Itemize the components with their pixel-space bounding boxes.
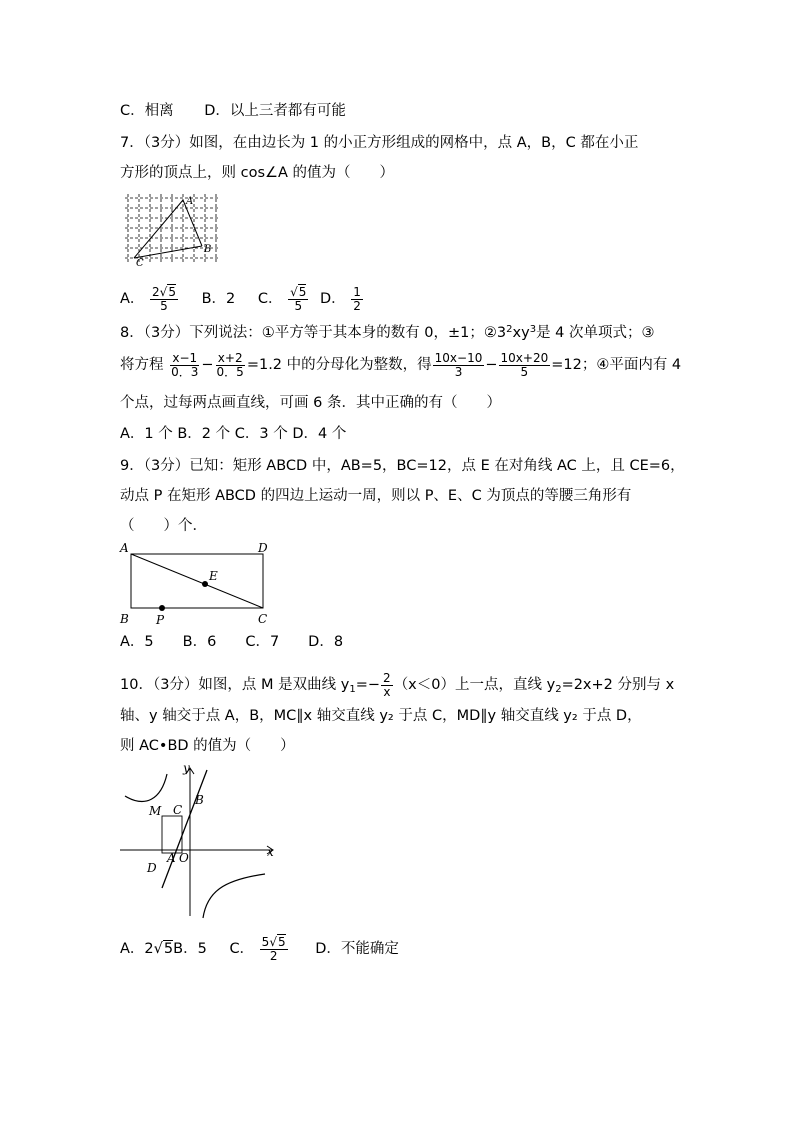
q8-fraction-2: $\frac{x+2}{0.5}$ (216, 350, 244, 379)
q7-option-d-fraction: $\frac{1}{2}$ (353, 284, 361, 313)
q10-label-m: M (149, 804, 162, 818)
q10-label-y: y (183, 761, 190, 775)
q6-option-d: D．以上三者都有可能 (204, 103, 346, 119)
q9-stem-line2: 动点 P 在矩形 ABCD 的四边上运动一周，则以 P、E、C 为顶点的等腰三角形有 (120, 488, 632, 504)
q9-label-e: E (209, 569, 218, 583)
q9-point-e (202, 581, 208, 587)
q7-option-c-fraction: $\frac{√5}{5}$ (290, 284, 307, 313)
q9-label-b: B (120, 612, 129, 626)
q8-stem-line2: 将方程 $\frac{x-1}{0.3}$ − $\frac{x+2}{0.5}$ =1.2 中的分母化为整数，得 $\frac{10x-10}{3}$ − $\frac{10x+20}{5}$ =12；④平面内有 4 (120, 350, 682, 379)
q10-option-b: B．5 (173, 941, 207, 957)
q10-hyperbola-right (203, 874, 265, 918)
q10-option-c-fraction: $\frac{5√5}{2}$ (261, 934, 286, 963)
q6-option-c: C．相离 (120, 103, 174, 119)
q10-line-y2 (162, 770, 207, 888)
q7-option-b: B．2 (201, 291, 236, 307)
q8-stem-line3: 个点，过每两点画直线，可画 6 条．其中正确的有（ ） (120, 395, 501, 411)
q9-label-p: P (156, 613, 165, 627)
q8-fraction-3: $\frac{10x-10}{3}$ (434, 350, 483, 379)
q10-stem-line2: 轴、y 轴交于点 A，B，MC∥x 轴交直线 y₂ 于点 C，MD∥y 轴交直线 y₂ 于点 D， (120, 708, 642, 724)
q8-stem-line1: 8．（3分）下列说法：①平方等于其本身的数有 0，±1；$②3^2xy^3$是 4 次单项式；③ (120, 324, 655, 341)
q7-option-a-fraction: $\frac{2√5}{5}$ (152, 284, 176, 313)
q9-diagonal-ac (131, 554, 263, 608)
q10-stem-line3: 则 AC•BD 的值为（ ） (120, 738, 295, 754)
q10-option-a: A．2√5 (120, 941, 174, 957)
q9-options: A．5 B．6 C．7 D．8 (120, 634, 344, 650)
q8-fraction-1: $\frac{x-1}{0.3}$ (171, 350, 199, 379)
q9-label-d: D (258, 541, 268, 555)
q10-label-b: B (195, 793, 204, 807)
q10-fraction: $\frac{2}{x}$ (383, 670, 391, 699)
q7-stem-line2: 方形的顶点上，则 cos∠A 的值为（ ） (120, 165, 395, 181)
q10-options (120, 930, 399, 968)
q10-label-a: A (167, 851, 176, 865)
q10-rect-mcd (162, 816, 182, 853)
q10-label-x: x (267, 845, 274, 859)
q9-label-c: C (258, 612, 268, 626)
q10-option-c: C． (229, 941, 255, 957)
q10-graph-figure (115, 760, 285, 925)
q9-rectangle-figure (115, 538, 280, 628)
q6-options (120, 101, 346, 121)
q7-option-a: A． (120, 291, 145, 307)
q9-label-a: A (120, 541, 129, 555)
q7-options (120, 282, 364, 316)
q10-stem-line1: 10．（3分）如图，点 M 是双曲线 $y_1=-$ $\frac{2}{x}$ （x＜0）上一点，直线 $y_2=2x+2$ 分别与 x (120, 670, 675, 699)
q9-point-p (159, 605, 165, 611)
q7-stem-line1: 7．（3分）如图，在由边长为 1 的小正方形组成的网格中，点 A，B，C 都在小正 (120, 135, 639, 151)
q9-stem-line1: 9．（3分）已知：矩形 ABCD 中，AB=5，BC=12，点 E 在对角线 AC 上，且 CE=6， (120, 458, 685, 474)
q10-hyperbola-left (125, 774, 167, 801)
q10-option-d: D．不能确定 (315, 941, 399, 957)
q8-fraction-4: $\frac{10x+20}{5}$ (500, 350, 549, 379)
q7-option-c: C． (257, 291, 283, 307)
q10-label-d: D (147, 861, 157, 875)
q10-label-o: O (179, 851, 189, 865)
q7-label-a: A (186, 196, 194, 207)
q7-grid-figure (120, 192, 225, 270)
q7-option-d: D． (320, 291, 346, 307)
q10-label-c: C (173, 803, 183, 817)
q7-label-b: B (204, 244, 212, 255)
q9-stem-line3: （ ）个． (120, 518, 207, 534)
q8-options: A．1 个 B．2 个 C．3 个 D．4 个 (120, 426, 347, 442)
q7-segment-ca (134, 200, 183, 258)
q7-label-c: C (136, 258, 144, 269)
